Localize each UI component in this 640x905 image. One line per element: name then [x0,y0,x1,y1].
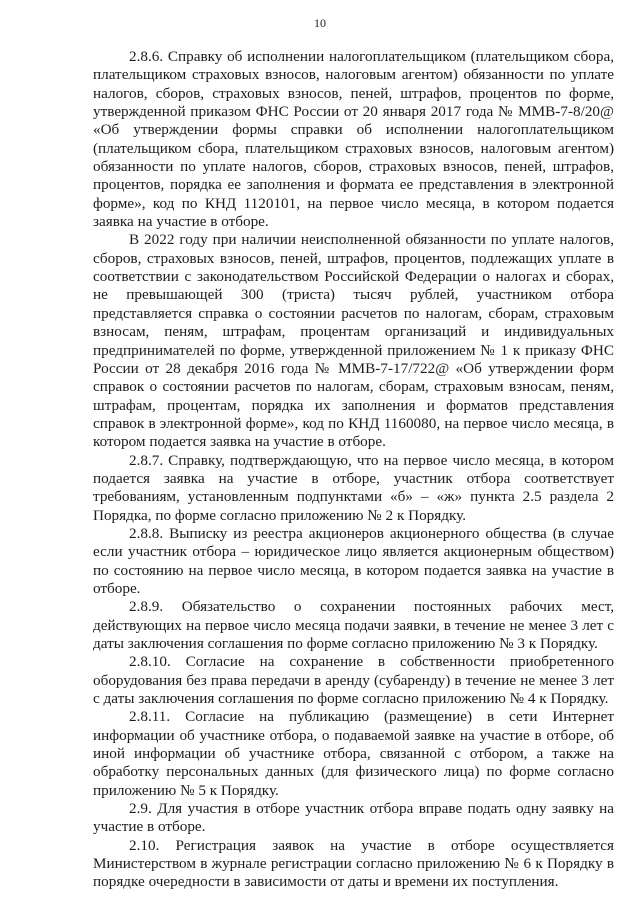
paragraph-2-8-7: 2.8.7. Справку, подтверждающую, что на первое число месяца, в котором подается заявка на участие в отборе, участник отбора соответствует требованиям, установленным подпунктами «б» – «ж» пункта 2.5 раздела 2 Порядка, по форме согласно приложению № 2 к Порядку. [93,451,614,524]
paragraph-2-8-8: 2.8.8. Выписку из реестра акционеров акционерного общества (в случае если участник отбора – юридическое лицо является акционерным обществом) по состоянию на первое число месяца, в котором подается заявка на участие в отборе. [93,524,614,597]
paragraph-2-8-11: 2.8.11. Согласие на публикацию (размещение) в сети Интернет информации об участнике отбора, о подаваемой заявке на участие в отборе, об иной информации об участнике отбора, связанной с отбором, а также на обработку персональных данных (для физического лица) по форме согласно приложению № 5 к Порядку. [93,708,614,799]
paragraph-2-8-6: 2.8.6. Справку об исполнении налогоплательщиком (плательщиком сбора, плательщиком страховых взносов, налоговым агентом) обязанности по уплате налогов, сборов, страховых взносов, пеней, штрафов, процентов по форме, утвержденной приказом ФНС России от 20 января 2017 года № ММВ-7-8/20@ «Об утверждении формы справки об исполнении налогоплательщиком (плательщиком сбора, плательщиком страховых взносов, налоговым агентом) обязанности по уплате налогов, сборов, страховых взносов, пеней, штрафов, процентов, порядка ее заполнения и формата ее представления в электронной форме», код по КНД 1120101, на первое число месяца, в котором подается заявка на участие в отборе. [93,48,614,231]
paragraph-2-8-10: 2.8.10. Согласие на сохранение в собственности приобретенного оборудования без права передачи в аренду (субаренду) в течение не менее 3 лет с даты заключения соглашения по форме согласно приложению № 4 к Порядку. [93,653,614,708]
document-body [93,48,614,892]
page-number: 10 [314,16,326,30]
paragraph-2-8-9: 2.8.9. Обязательство о сохранении постоянных рабочих мест, действующих на первое число месяца подачи заявки, в течение не менее 3 лет с даты заключения соглашения по форме согласно приложению № 3 к Порядку. [93,598,614,652]
paragraph-2-10: 2.10. Регистрация заявок на участие в отборе осуществляется Министерством в журнале регистрации согласно приложению № 6 к Порядку в порядке очередности в зависимости от даты и времени их поступления. [93,836,614,891]
paragraph-2022-note: В 2022 году при наличии неисполненной обязанности по уплате налогов, сборов, страховых взносов, пеней, штрафов, процентов, подлежащих уплате в соответствии с законодательством Российской Федерации о налогах и сборах, не превышающей 300 (триста) тысяч рублей, участником отбора представляется справка о состоянии расчетов по налогам, сборам, страховым взносам, пеням, штрафам, процентам организаций и индивидуальных предпринимателей по форме, утвержденной приложением № 1 к приказу ФНС России от 28 декабря 2016 года № ММВ-7-17/722@ «Об утверждении форм справок о состоянии расчетов по налогам, сборам, страховым взносам, пеням, штрафам, процентам, порядка их заполнения и форматов представления справок в электронной форме», код по КНД 1160080, на первое число месяца, в котором подается заявка на участие в отборе. [93,231,614,451]
paragraph-2-9: 2.9. Для участия в отборе участник отбора вправе подать одну заявку на участие в отборе. [93,800,614,836]
